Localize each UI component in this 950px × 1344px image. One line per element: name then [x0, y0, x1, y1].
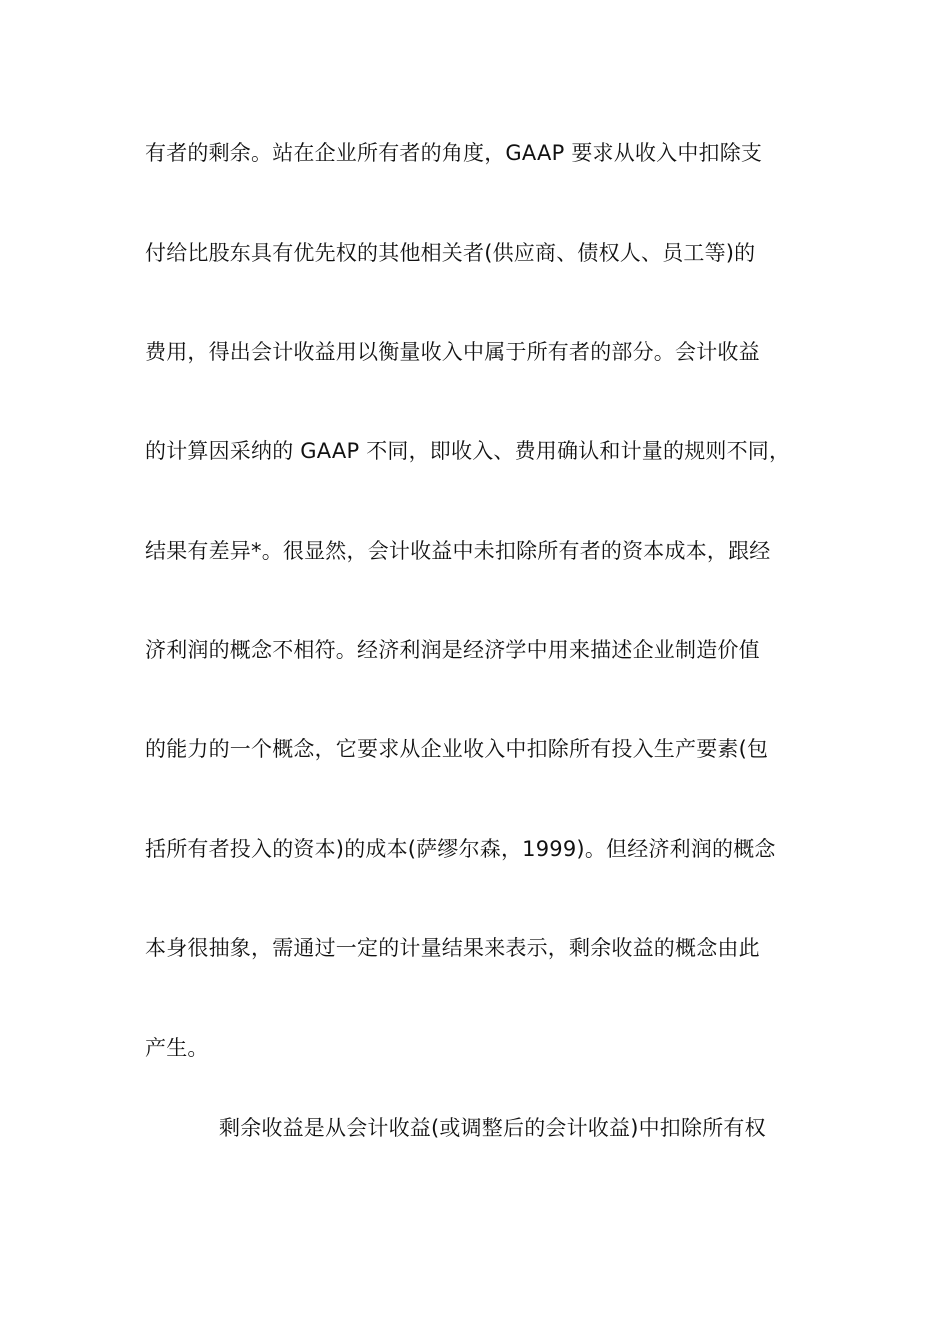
paragraph-line-3: 费用，得出会计收益用以衡量收入中属于所有者的部分。会计收益 — [145, 340, 760, 364]
paragraph-line-9: 本身很抽象，需通过一定的计量结果来表示，剩余收益的概念由此 — [145, 936, 760, 960]
paragraph-line-7: 的能力的一个概念，它要求从企业收入中扣除所有投入生产要素(包 — [145, 737, 769, 761]
paragraph-line-11: 剩余收益是从会计收益(或调整后的会计收益)中扣除所有权 — [219, 1116, 766, 1140]
paragraph-line-2: 付给比股东具有优先权的其他相关者(供应商、债权人、员工等)的 — [145, 241, 756, 265]
paragraph-line-4: 的计算因采纳的 GAAP 不同，即收入、费用确认和计量的规则不同， — [145, 439, 791, 463]
paragraph-line-10: 产生。 — [145, 1036, 209, 1060]
paragraph-line-5: 结果有差异*。很显然，会计收益中未扣除所有者的资本成本，跟经 — [145, 539, 771, 563]
paragraph-line-6: 济利润的概念不相符。经济利润是经济学中用来描述企业制造价值 — [145, 638, 760, 662]
paragraph-line-8: 括所有者投入的资本)的成本(萨缪尔森，1999)。但经济利润的概念 — [145, 837, 776, 861]
paragraph-line-1: 有者的剩余。站在企业所有者的角度，GAAP 要求从收入中扣除支 — [145, 141, 763, 165]
